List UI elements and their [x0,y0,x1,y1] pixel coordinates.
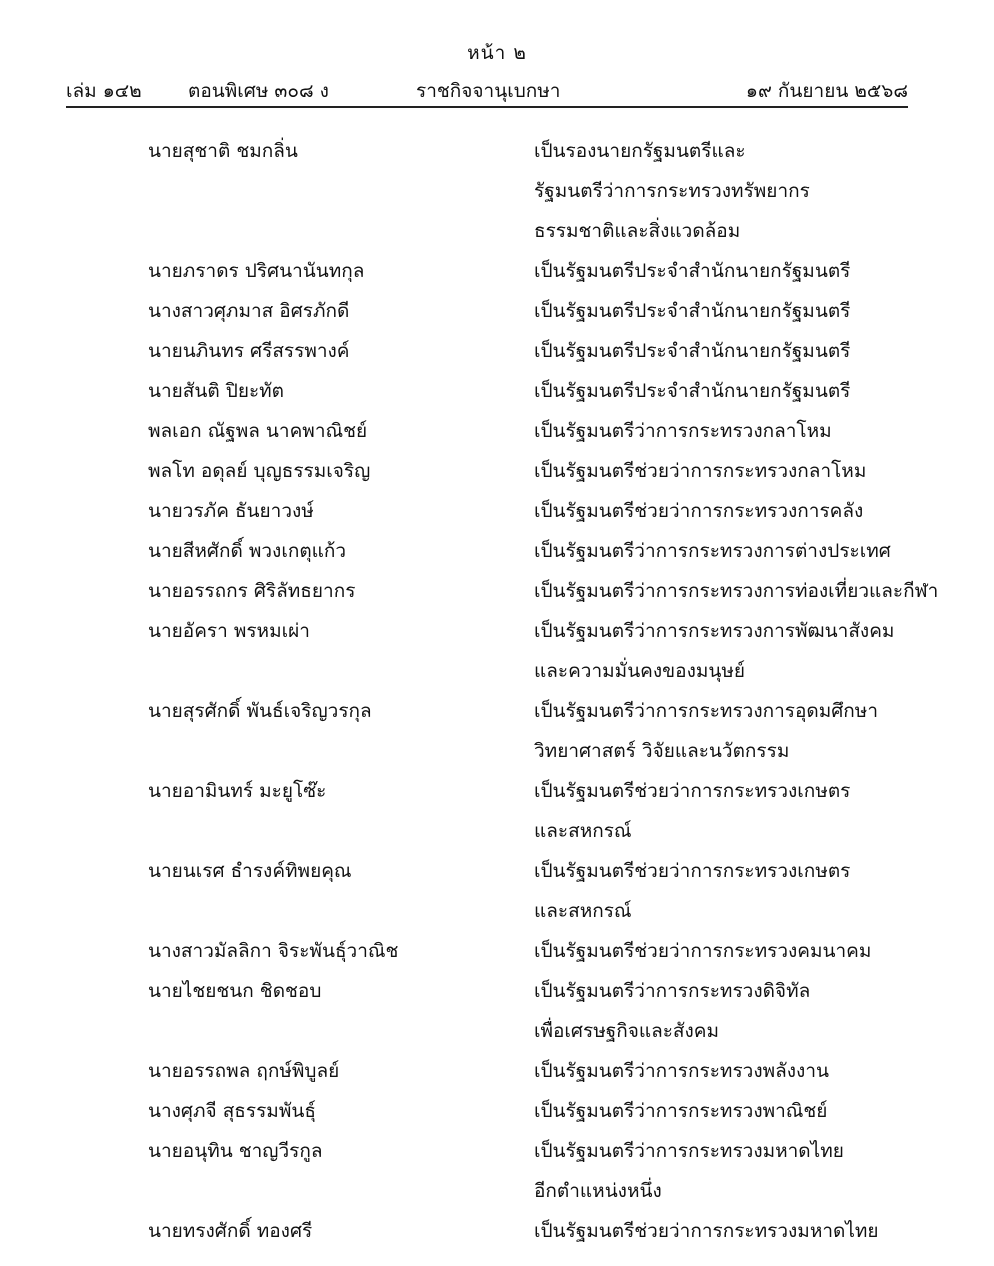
position-title [534,1051,914,1091]
position-line: และสหกรณ์ [534,900,632,922]
person-name: นายอรรถพล ฤกษ์พิบูลย์ [148,1060,340,1082]
person-name: นายสุรศักดิ์ พันธ์เจริญวรกุล [148,700,372,722]
appointment-entry [0,971,994,1051]
appointment-entry [0,411,994,451]
position-title [534,131,914,251]
position-title [534,1091,914,1131]
person-name: นายทรงศักดิ์ ทองศรี [148,1220,313,1242]
position-line: เป็นรัฐมนตรีประจำสำนักนายกรัฐมนตรี [534,340,851,362]
position-title [534,971,914,1051]
appointment-entry [0,931,994,971]
appointment-entry [0,1211,994,1251]
position-line: เป็นรัฐมนตรีว่าการกระทรวงการท่องเที่ยวและกีฬา [534,580,939,602]
position-line: เป็นรัฐมนตรีว่าการกระทรวงมหาดไทย [534,1140,844,1162]
position-line: รัฐมนตรีว่าการกระทรวงทรัพยากร [534,180,810,202]
position-title [534,371,914,411]
position-title [534,291,914,331]
position-line: เป็นรัฐมนตรีประจำสำนักนายกรัฐมนตรี [534,300,851,322]
person-name: นางสาวมัลลิกา จิระพันธุ์วาณิช [148,940,399,962]
position-title [534,411,914,451]
gazette-header [66,76,908,104]
appointment-entry [0,1131,994,1211]
position-line: เป็นรัฐมนตรีช่วยว่าการกระทรวงคมนาคม [534,940,872,962]
page-number: หน้า ๒ [467,42,527,64]
position-line: เพื่อเศรษฐกิจและสังคม [534,1020,720,1042]
appointment-entry [0,691,994,771]
person-name: นางศุภจี สุธรรมพันธุ์ [148,1100,316,1122]
person-name: นายนภินทร ศรีสรรพางค์ [148,340,350,362]
position-title [534,931,914,971]
appointment-entry [0,251,994,291]
person-name: นายวรภัค ธันยาวงษ์ [148,500,314,522]
header-issue: ตอนพิเศษ ๓๐๘ ง [188,80,329,102]
position-line: เป็นรัฐมนตรีว่าการกระทรวงพาณิชย์ [534,1100,828,1122]
person-name: นายสุชาติ ชมกลิ่น [148,140,298,162]
position-line: และความมั่นคงของมนุษย์ [534,660,746,682]
appointment-entry [0,771,994,851]
person-name: นายอรรถกร ศิริลัทธยากร [148,580,356,602]
header-gazette-title: ราชกิจจานุเบกษา [416,80,561,102]
position-title [534,451,914,491]
position-title [534,1131,914,1211]
appointment-entry [0,451,994,491]
appointment-entry [0,291,994,331]
position-title [534,571,939,611]
appointment-entry [0,131,994,251]
person-name: นายไชยชนก ชิดชอบ [148,980,322,1002]
position-line: เป็นรัฐมนตรีช่วยว่าการกระทรวงมหาดไทย [534,1220,879,1242]
position-title [534,611,914,691]
person-name: พลโท อดุลย์ บุญธรรมเจริญ [148,460,371,482]
appointment-list [0,131,994,1251]
position-line: เป็นรัฐมนตรีว่าการกระทรวงพลังงาน [534,1060,829,1082]
position-title [534,771,914,851]
person-name: นายอนุทิน ชาญวีรกูล [148,1140,323,1162]
person-name: นางสาวศุภมาส อิศรภักดี [148,300,350,322]
position-line: เป็นรัฐมนตรีประจำสำนักนายกรัฐมนตรี [534,260,851,282]
position-title [534,331,914,371]
position-line: ธรรมชาติและสิ่งแวดล้อม [534,220,741,242]
appointment-entry [0,371,994,411]
appointment-entry [0,1051,994,1091]
position-line: เป็นรัฐมนตรีว่าการกระทรวงการอุดมศึกษา [534,700,879,722]
appointment-entry [0,331,994,371]
person-name: พลเอก ณัฐพล นาคพาณิชย์ [148,420,368,442]
position-line: เป็นรัฐมนตรีว่าการกระทรวงการต่างประเทศ [534,540,891,562]
position-line: อีกตำแหน่งหนึ่ง [534,1180,662,1202]
header-date: ๑๙ กันยายน ๒๕๖๘ [745,80,908,102]
appointment-entry [0,851,994,931]
appointment-entry [0,491,994,531]
person-name: นายสีหศักดิ์ พวงเกตุแก้ว [148,540,347,562]
person-name: นายอามินทร์ มะยูโซ๊ะ [148,780,327,802]
position-title [534,491,914,531]
person-name: นายสันติ ปิยะทัต [148,380,285,402]
position-title [534,691,914,771]
position-line: เป็นรัฐมนตรีประจำสำนักนายกรัฐมนตรี [534,380,851,402]
position-line: วิทยาศาสตร์ วิจัยและนวัตกรรม [534,740,790,762]
appointment-entry [0,611,994,691]
position-line: เป็นรัฐมนตรีช่วยว่าการกระทรวงเกษตร [534,780,851,802]
position-line: เป็นรัฐมนตรีช่วยว่าการกระทรวงกลาโหม [534,460,867,482]
position-line: เป็นรัฐมนตรีว่าการกระทรวงกลาโหม [534,420,832,442]
position-line: เป็นรัฐมนตรีช่วยว่าการกระทรวงการคลัง [534,500,864,522]
position-line: เป็นรัฐมนตรีว่าการกระทรวงดิจิทัล [534,980,811,1002]
appointment-entry [0,1091,994,1131]
person-name: นายนเรศ ธำรงค์ทิพยคุณ [148,860,352,882]
position-title [534,251,914,291]
position-title [534,851,914,931]
appointment-entry [0,571,994,611]
header-rule [66,106,908,108]
position-line: เป็นรองนายกรัฐมนตรีและ [534,140,746,162]
person-name: นายอัครา พรหมเผ่า [148,620,310,642]
position-line: เป็นรัฐมนตรีว่าการกระทรวงการพัฒนาสังคม [534,620,895,642]
position-title [534,531,914,571]
header-volume: เล่ม ๑๔๒ [66,80,142,102]
appointment-entry [0,531,994,571]
position-line: และสหกรณ์ [534,820,632,842]
position-title [534,1211,914,1251]
person-name: นายภราดร ปริศนานันทกุล [148,260,365,282]
position-line: เป็นรัฐมนตรีช่วยว่าการกระทรวงเกษตร [534,860,851,882]
